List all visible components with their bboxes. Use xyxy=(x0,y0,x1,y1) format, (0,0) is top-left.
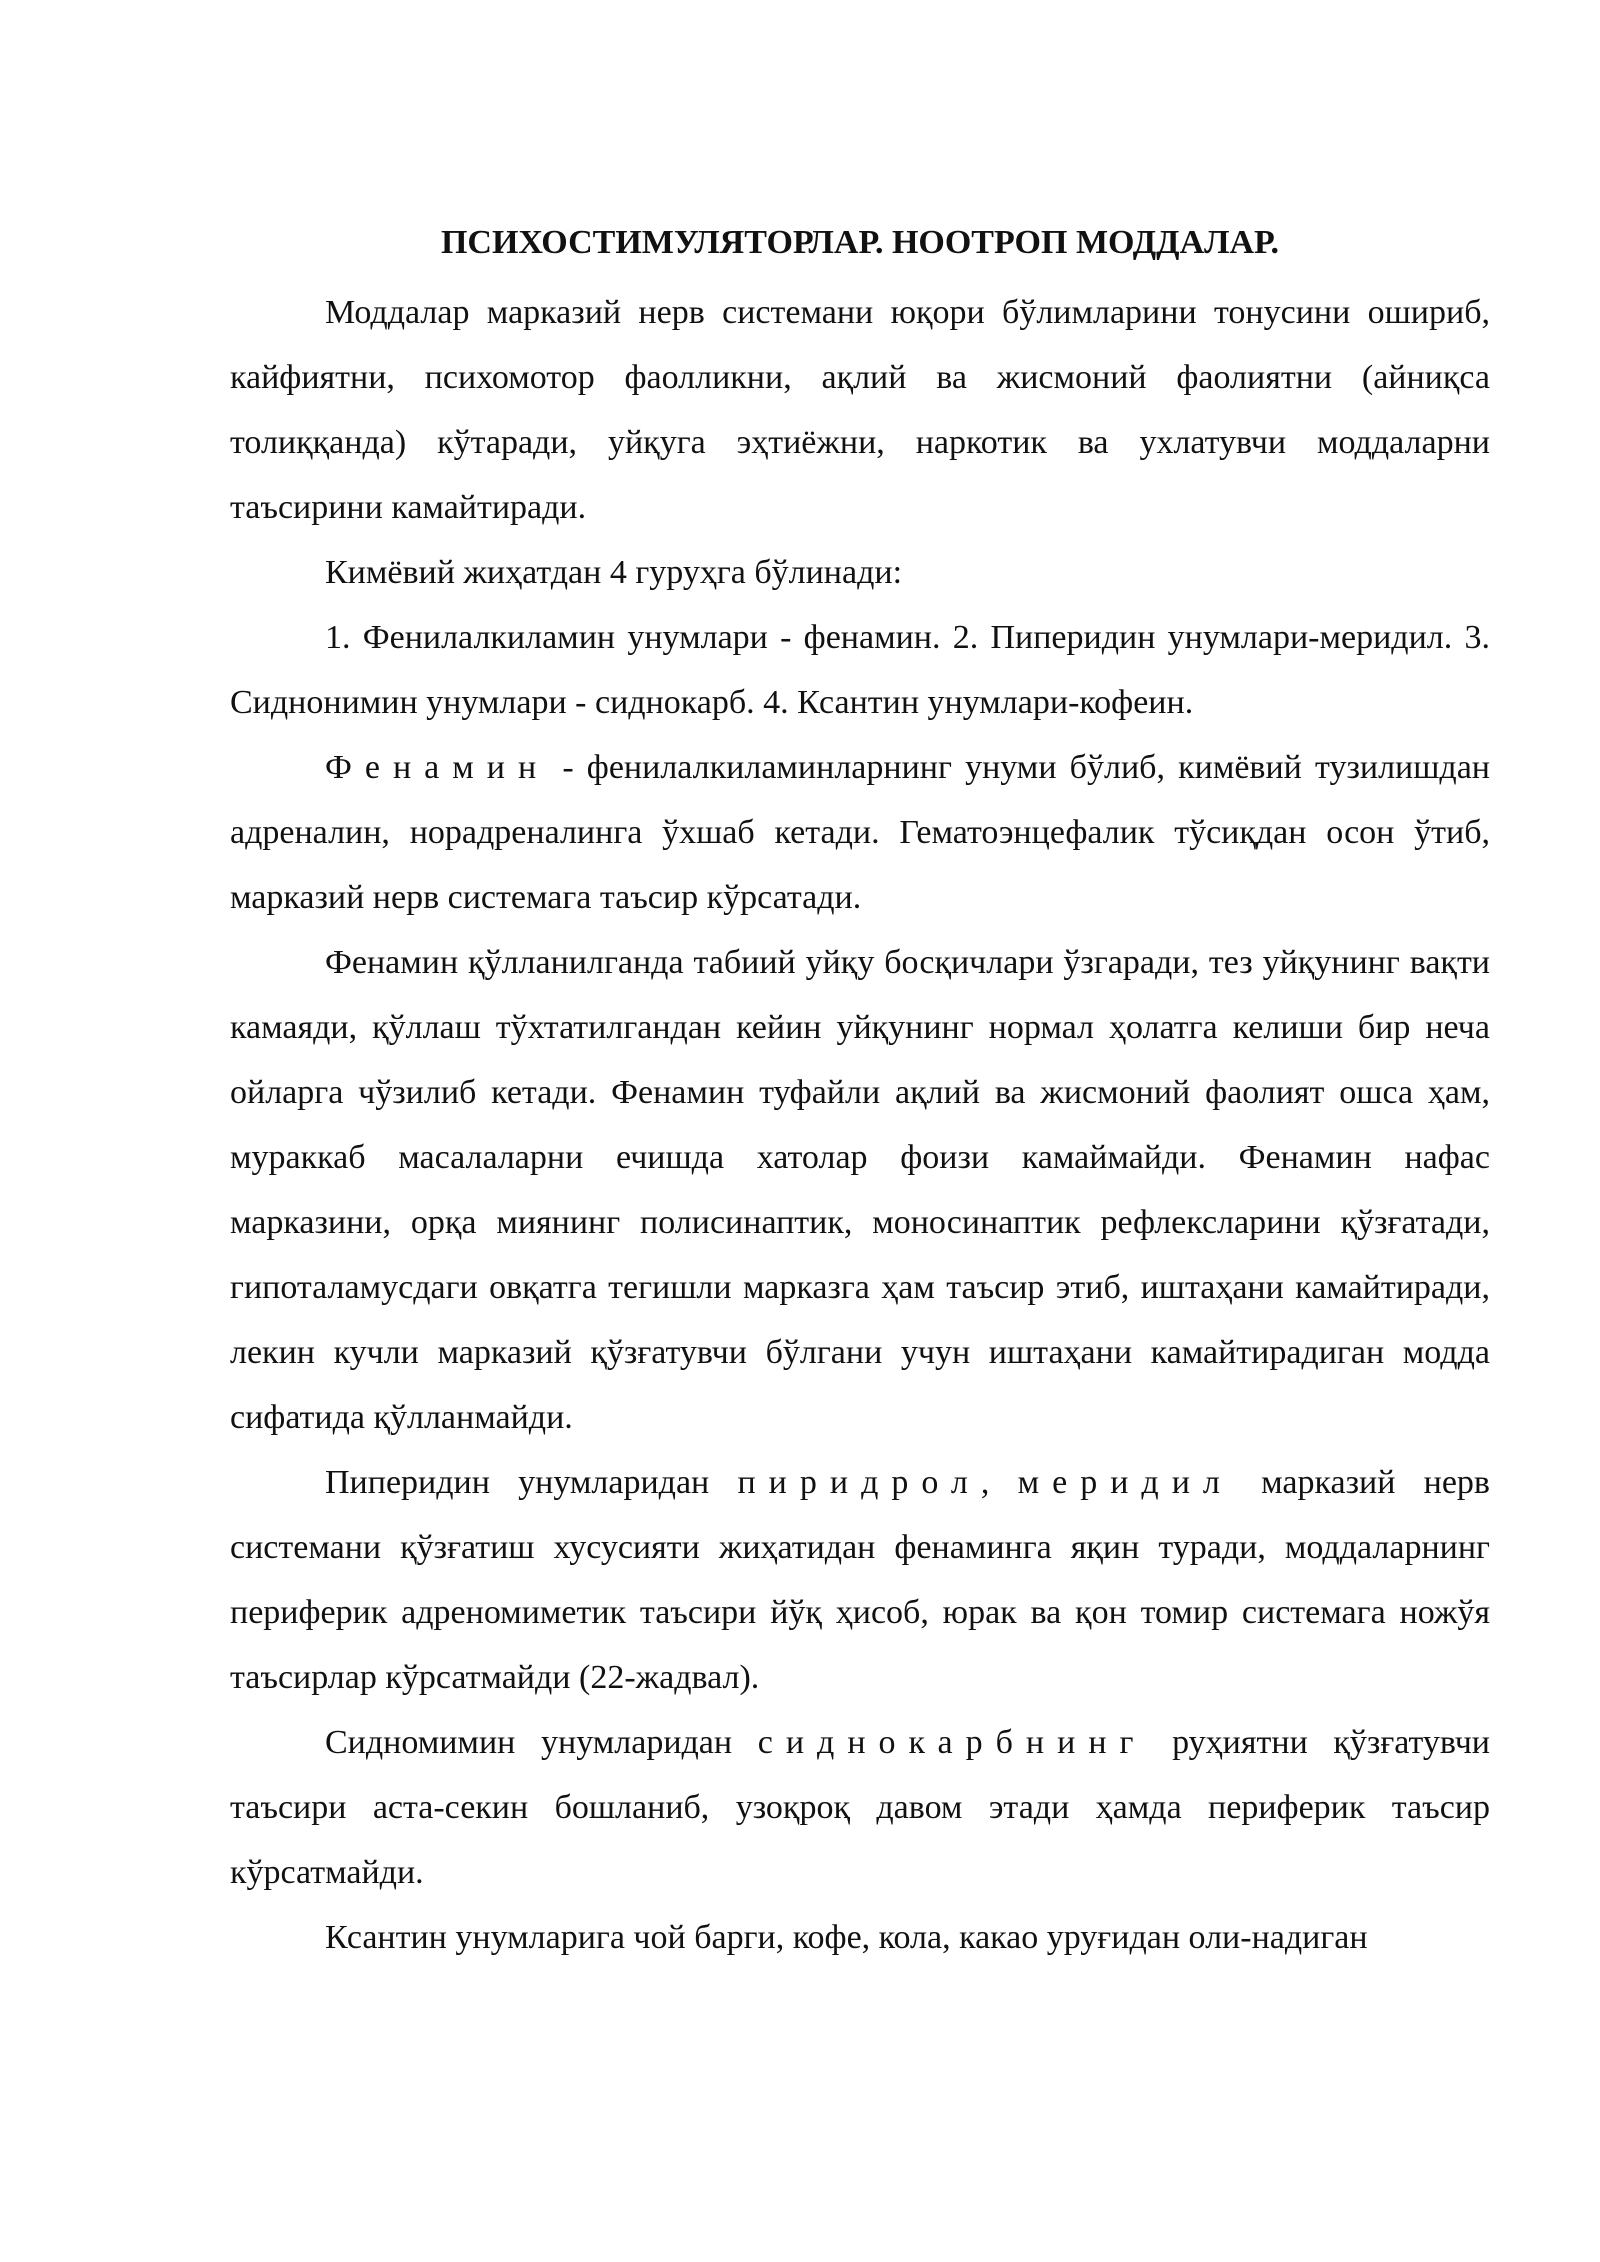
paragraph-fenamin-effects: Фенамин қўлланилганда табиий уйқу босқичлари ўзгаради, тез уйқунинг вақти камаяди, қўллаш тўхтатилгандан кейин уйқунинг нормал ҳолатга келиши бир неча ойларга чўзилиб кетади. Фенамин туфайли ақлий ва жисмоний фаолият ошса ҳам, мураккаб масалаларни ечишда хатолар фоизи камаймайди. Фенамин нафас марказини, орқа миянинг полисинаптик, моносинаптик рефлексларини қўзғатади, гипоталамусдаги овқатга тегишли марказга ҳам таъсир этиб, иштаҳани камайтиради, лекин кучли марказий қўзғатувчи бўлгани учун иштаҳани камайтирадиган модда сифатида қўлланмайди. xyxy=(230,944,1490,1436)
term-sidnokarb: сиднокарбнинг xyxy=(757,1724,1147,1761)
document-title: ПСИХОСТИМУЛЯТОРЛАР. НООТРОП МОДДАЛАР. xyxy=(440,224,1280,261)
term-fenamin: Фенамин xyxy=(325,749,550,786)
paragraph-sydnonimine-lead: Сидномимин унумларидан xyxy=(325,1724,758,1761)
term-piridrol: пиридрол xyxy=(737,1464,981,1501)
term-meridil: меридил xyxy=(1017,1464,1233,1501)
paragraph-piperidine-sep: , xyxy=(980,1464,1018,1501)
paragraph-sydnonimine-text: руҳиятни қўзғатувчи таъсири аста-секин бошланиб, узоқроқ давом этади ҳамда периферик таъсир кўрсатмайди. xyxy=(230,1724,1490,1891)
paragraph-xanthine: Ксантин унумларига чой барги, кофе, кола, какао уруғидан оли-надиган xyxy=(325,1919,1368,1956)
paragraph-groups-heading: Кимёвий жиҳатдан 4 гуруҳга бўлинади: xyxy=(325,554,903,591)
paragraph-piperidine xyxy=(230,1450,1490,1710)
paragraph-intro: Моддалар марказий нерв системани юқори бўлимларини тонусини ошириб, кайфиятни, психомотор фаолликни, ақлий ва жисмоний фаолиятни (айниқса толиққанда) кўтаради, уйқуга эҳтиёжни, наркотик ва ухлатувчи моддаларни таъсирини камайтиради. xyxy=(230,294,1490,526)
document-body xyxy=(230,280,1490,1970)
paragraph-piperidine-text: марказий нерв системани қўзғатиш хусусияти жиҳатидан фенаминга яқин туради, моддаларнинг периферик адреномиметик таъсири йўқ ҳисоб, юрак ва қон томир системага ножўя таъсирлар кўрсатмайди (22-жадвал). xyxy=(230,1464,1490,1696)
paragraph-fenamin xyxy=(230,735,1490,930)
paragraph-groups-list: 1. Фенилалкиламин унумлари - фенамин. 2. Пиперидин унумлари-меридил. 3. Сиднонимин унумлари - сиднокарб. 4. Ксантин унумлари-кофеин. xyxy=(230,619,1490,721)
paragraph-piperidine-lead: Пиперидин унумларидан xyxy=(325,1464,738,1501)
paragraph-fenamin-text: - фенилалкиламинларнинг унуми бўлиб, кимёвий тузилишдан адреналин, норадреналинга ўхшаб кетади. Гематоэнцефалик тўсиқдан осон ўтиб, марказий нерв системага таъсир кўрсатади. xyxy=(230,749,1490,916)
paragraph-sydnonimine xyxy=(230,1710,1490,1905)
